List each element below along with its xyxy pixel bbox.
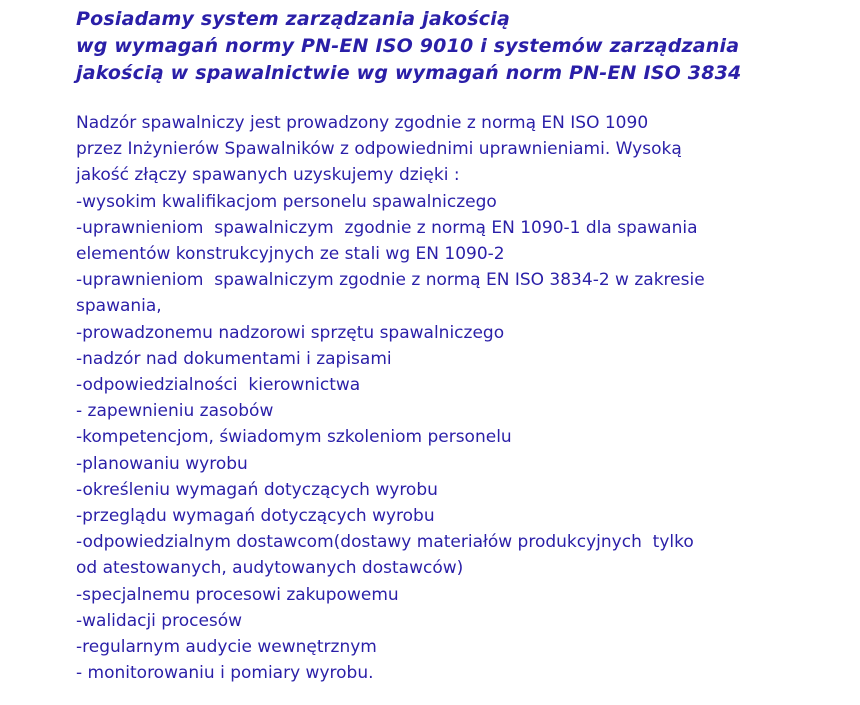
quality-system-heading — [76, 6, 836, 87]
list-item: -nadzór nad dokumentami i zapisami — [76, 348, 392, 369]
list-item: -odpowiedzialnym dostawcom(dostawy materiałów produkcyjnych tylko — [76, 532, 694, 553]
list-item: -uprawnieniom spawalniczym zgodnie z normą EN 1090-1 dla spawania — [76, 217, 698, 238]
welding-supervision-text — [76, 110, 836, 686]
heading-line: wg wymagań normy PN-EN ISO 9010 i systemów zarządzania — [76, 35, 740, 57]
body-line: jakość złączy spawanych uzyskujemy dzięki : — [76, 165, 460, 186]
document-page — [76, 6, 836, 686]
list-item: -wysokim kwalifikacjom personelu spawalniczego — [76, 191, 497, 212]
list-item: -planowaniu wyrobu — [76, 453, 248, 474]
list-item: -walidacji procesów — [76, 610, 243, 631]
body-line: przez Inżynierów Spawalników z odpowiednimi uprawnieniami. Wysoką — [76, 139, 682, 160]
list-item-continuation: elementów konstrukcyjnych ze stali wg EN 1090-2 — [76, 244, 505, 265]
list-item: - zapewnieniu zasobów — [76, 401, 274, 422]
list-item: -regularnym audycie wewnętrznym — [76, 637, 377, 658]
list-item: -uprawnieniom spawalniczym zgodnie z normą EN ISO 3834-2 w zakresie — [76, 270, 705, 291]
heading-line: Posiadamy system zarządzania jakością — [76, 8, 510, 30]
list-item: -przeglądu wymagań dotyczących wyrobu — [76, 506, 435, 527]
list-item-continuation: spawania, — [76, 296, 162, 317]
list-item: - monitorowaniu i pomiary wyrobu. — [76, 663, 374, 684]
list-item: -określeniu wymagań dotyczących wyrobu — [76, 479, 438, 500]
heading-line: jakością w spawalnictwie wg wymagań norm PN-EN ISO 3834 — [76, 62, 742, 84]
body-line: Nadzór spawalniczy jest prowadzony zgodnie z normą EN ISO 1090 — [76, 113, 649, 133]
list-item-continuation: od atestowanych, audytowanych dostawców) — [76, 558, 464, 579]
list-item: -prowadzonemu nadzorowi sprzętu spawalniczego — [76, 322, 505, 343]
list-item: -odpowiedzialności kierownictwa — [76, 375, 361, 396]
list-item: -kompetencjom, świadomym szkoleniom personelu — [76, 427, 512, 448]
list-item: -specjalnemu procesowi zakupowemu — [76, 584, 399, 605]
